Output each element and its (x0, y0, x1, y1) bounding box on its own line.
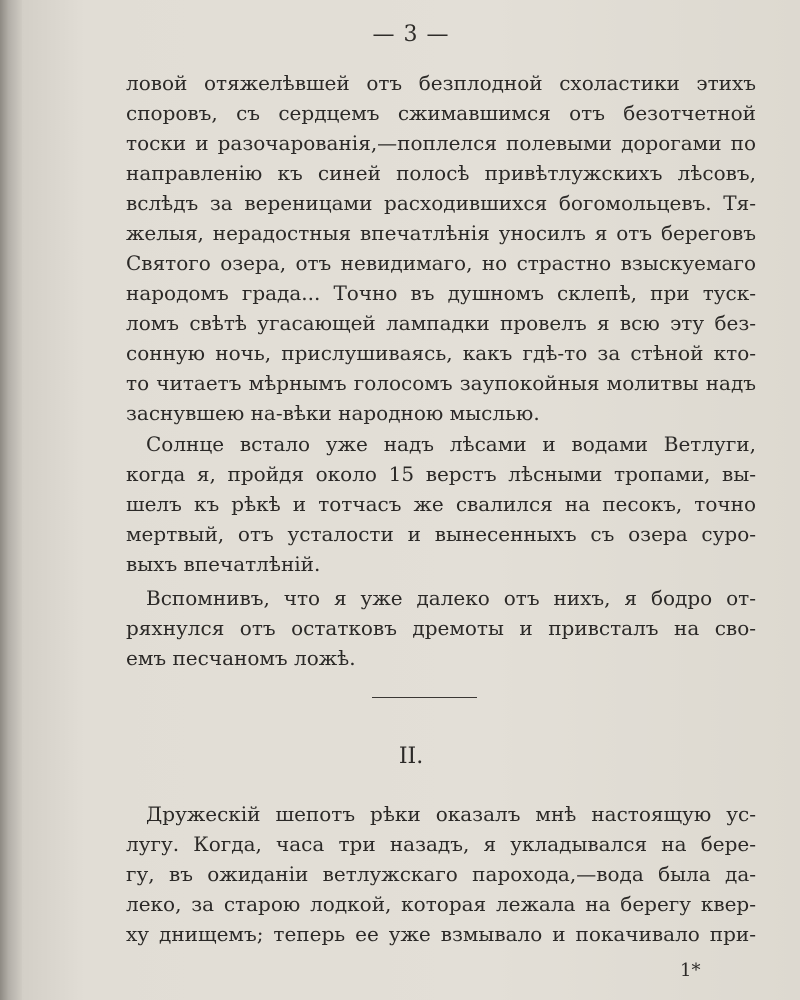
signature-mark: 1* (680, 960, 701, 981)
text-line: мертвый, отъ усталости и вынесенныхъ съ озера суро- (126, 522, 756, 546)
text-line: гу, въ ожиданіи ветлужскаго парохода,—вода была да- (126, 862, 756, 886)
text-line: Дружескій шепотъ рѣки оказалъ мнѣ настоящую ус- (146, 802, 756, 826)
paragraph-3 (126, 583, 756, 673)
text-line: когда я, пройдя около 15 верстъ лѣсными тропами, вы- (126, 462, 756, 486)
text-line: народомъ града... Точно въ душномъ склепѣ, при туск- (126, 281, 756, 305)
text-line: ряхнулся отъ остатковъ дремоты и привсталъ на сво- (126, 616, 756, 640)
paragraph-1 (126, 68, 756, 428)
paragraph-4 (126, 799, 756, 949)
text-line: ломъ свѣтѣ угасающей лампадки провелъ я всю эту без- (126, 311, 756, 335)
book-binding-edge (0, 0, 22, 1000)
text-line: тоски и разочарованія,—поплелся полевыми дорогами по (126, 131, 756, 155)
text-line: леко, за старою лодкой, которая лежала на берегу квер- (126, 892, 756, 916)
paragraph-2 (126, 429, 756, 579)
text-line: Вспомнивъ, что я уже далеко отъ нихъ, я бодро от- (146, 586, 756, 610)
page-number: — 3 — (372, 22, 450, 47)
text-line: Святого озера, отъ невидимаго, но страстно взыскуемаго (126, 251, 756, 275)
text-line: емъ песчаномъ ложѣ. (126, 646, 356, 670)
text-line: Солнце встало уже надъ лѣсами и водами Ветлуги, (146, 432, 756, 456)
section-heading: II. (398, 744, 424, 769)
book-page (22, 0, 800, 1000)
text-line: споровъ, съ сердцемъ сжимавшимся отъ безотчетной (126, 101, 756, 125)
text-line: выхъ впечатлѣній. (126, 552, 321, 576)
text-line: ловой отяжелѣвшей отъ безплодной схоластики этихъ (126, 71, 756, 95)
text-line: сонную ночь, прислушиваясь, какъ гдѣ-то за стѣной кто- (126, 341, 756, 365)
text-line: вслѣдъ за вереницами расходившихся богомольцевъ. Тя- (126, 191, 756, 215)
section-divider (372, 697, 477, 698)
text-line: ху днищемъ; теперь ее уже взмывало и покачивало при- (126, 922, 756, 946)
text-line: шелъ къ рѣкѣ и тотчасъ же свалился на песокъ, точно (126, 492, 756, 516)
text-line: желыя, нерадостныя впечатлѣнія уносилъ я отъ береговъ (126, 221, 756, 245)
text-line: то читаетъ мѣрнымъ голосомъ заупокойныя молитвы надъ (126, 371, 756, 395)
text-line: заснувшею на-вѣки народною мыслью. (126, 401, 540, 425)
text-line: направленію къ синей полосѣ привѣтлужскихъ лѣсовъ, (126, 161, 756, 185)
text-line: лугу. Когда, часа три назадъ, я укладывался на бере- (126, 832, 756, 856)
